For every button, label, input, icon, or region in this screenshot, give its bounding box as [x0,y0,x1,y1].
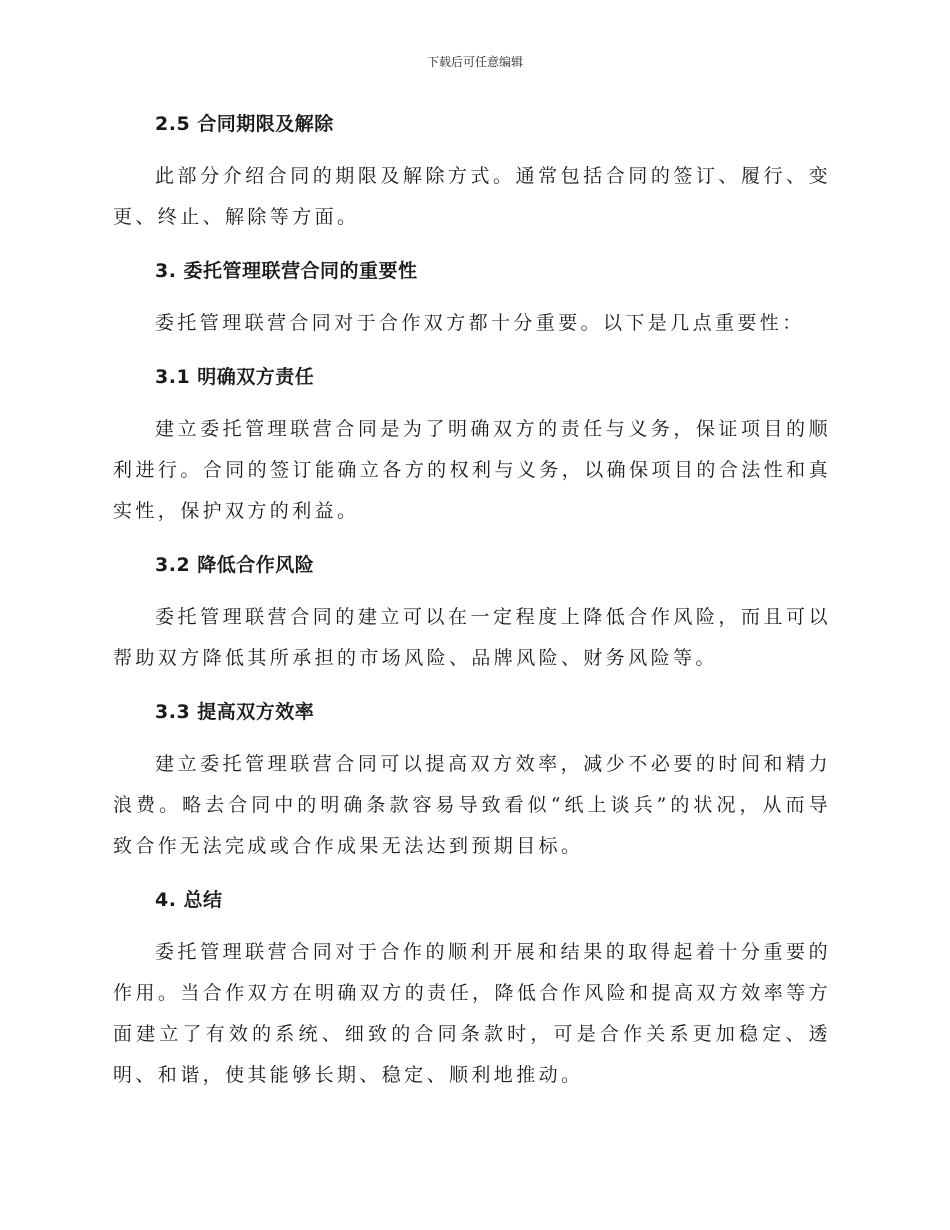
section-paragraph-4: 委托管理联营合同对于合作的顺利开展和结果的取得起着十分重要的作用。当合作双方在明确双方的责任，降低合作风险和提高双方效率等方面建立了有效的系统、细致的合同条款时，可是合作关系更加稳定、透明、和谐，使其能够长期、稳定、顺利地推动。 [113,941,831,1086]
section-heading-2-5: 2.5 合同期限及解除 [155,113,334,135]
document-body [113,110,831,1096]
section-paragraph-3-1: 建立委托管理联营合同是为了明确双方的责任与义务，保证项目的顺利进行。合同的签订能确立各方的权利与义务，以确保项目的合法性和真实性，保护双方的利益。 [113,418,831,522]
section-heading-4: 4. 总结 [155,889,223,911]
header-note: 下载后可任意编辑 [426,55,523,69]
section-paragraph-3-2: 委托管理联营合同的建立可以在一定程度上降低合作风险，而且可以帮助双方降低其所承担的市场风险、品牌风险、财务风险等。 [113,606,831,669]
section-paragraph-2-5: 此部分介绍合同的期限及解除方式。通常包括合同的签订、履行、变更、终止、解除等方面。 [113,165,831,228]
section-heading-3-1: 3.1 明确双方责任 [155,366,315,388]
section-paragraph-3-3: 建立委托管理联营合同可以提高双方效率，减少不必要的时间和精力浪费。略去合同中的明确条款容易导致看似“纸上谈兵”的状况，从而导致合作无法完成或合作成果无法达到预期目标。 [113,753,831,857]
section-heading-3-3: 3.3 提高双方效率 [155,701,315,723]
section-paragraph-3: 委托管理联营合同对于合作双方都十分重要。以下是几点重要性： [155,312,805,334]
section-heading-3: 3. 委托管理联营合同的重要性 [155,260,418,282]
section-heading-3-2: 3.2 降低合作风险 [155,554,315,576]
